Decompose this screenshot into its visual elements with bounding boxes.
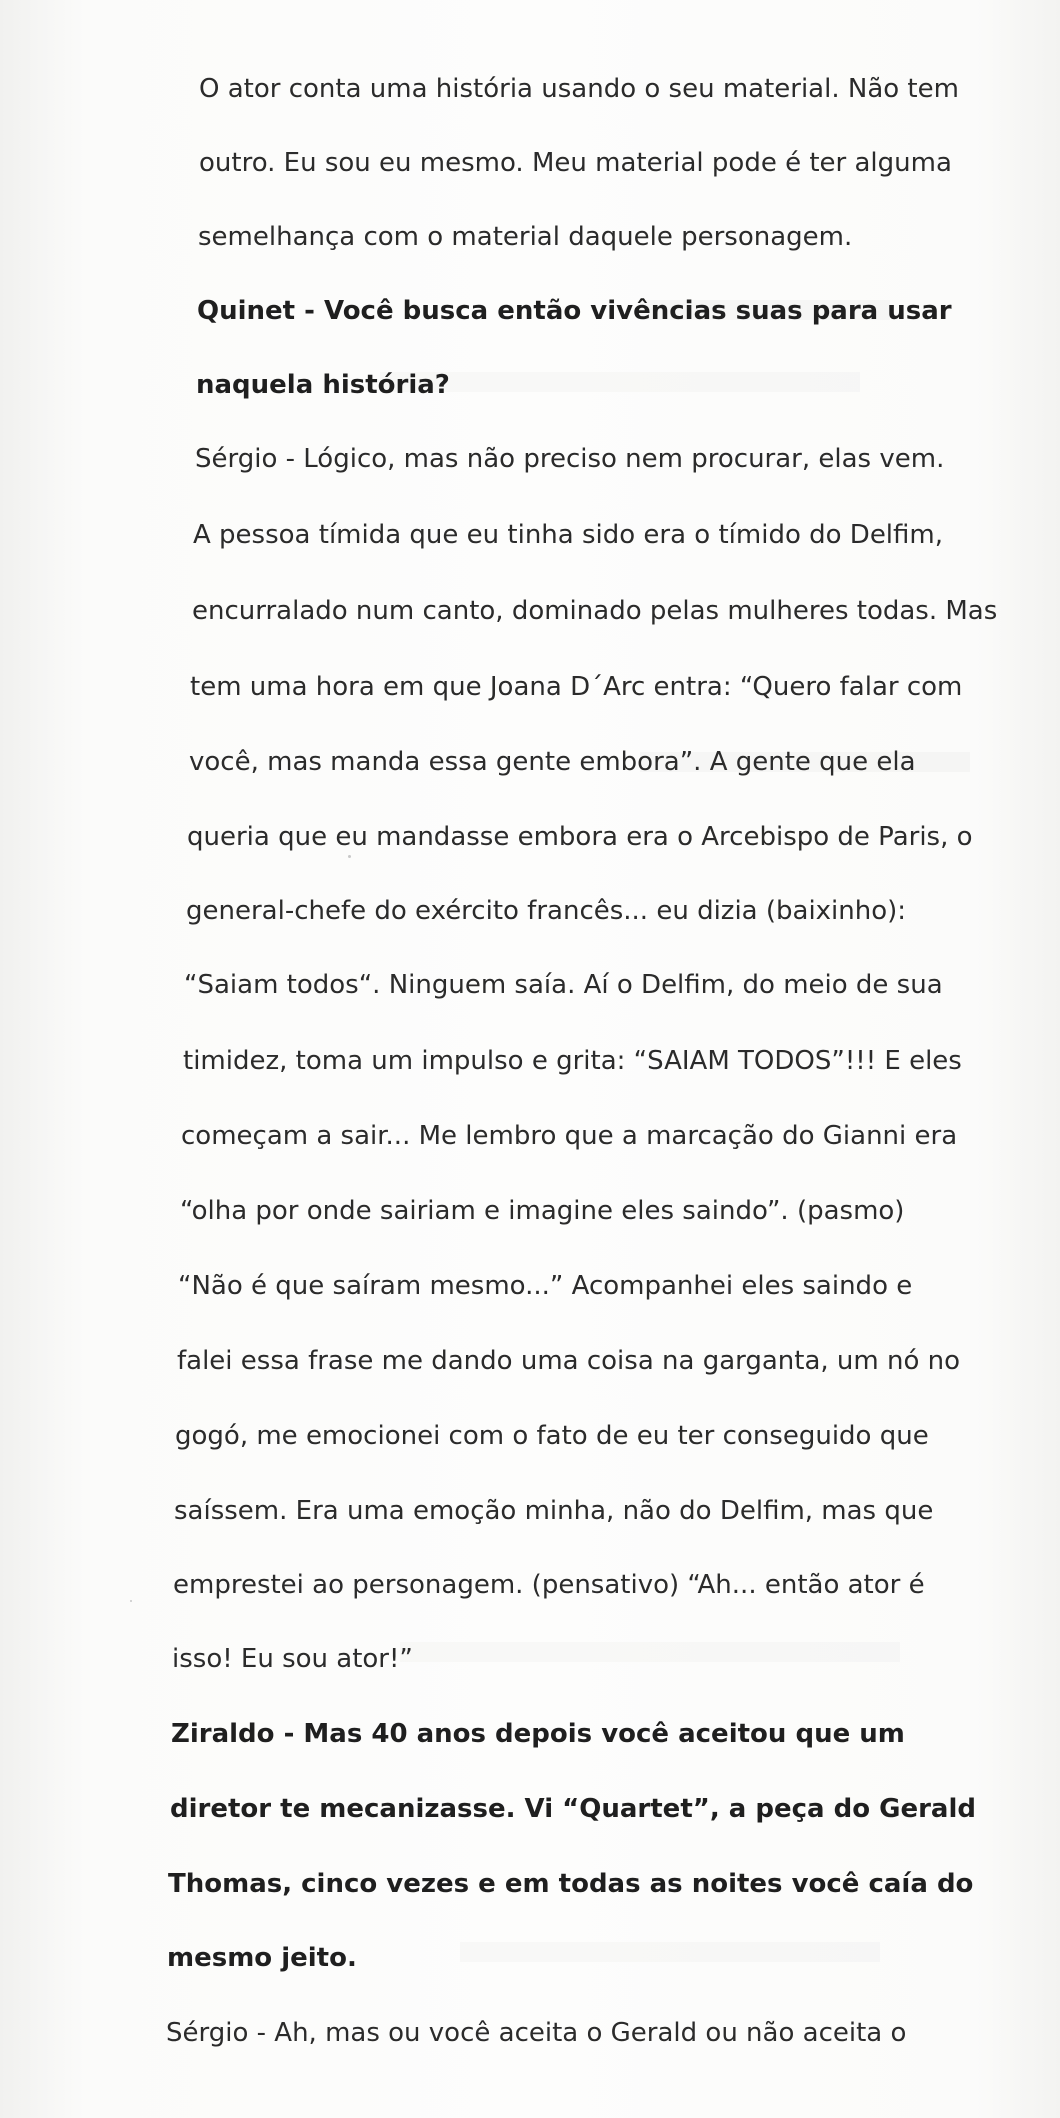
text-line: A pessoa tímida que eu tinha sido era o tímido do Delfim, [193, 520, 944, 550]
text-line: O ator conta uma história usando o seu material. Não tem [199, 74, 959, 104]
text-line: Sérgio - Lógico, mas não preciso nem procurar, elas vem. [195, 444, 945, 474]
text-line: semelhança com o material daquele personagem. [198, 222, 853, 252]
speaker-question-line: naquela história? [196, 370, 450, 400]
text-line: você, mas manda essa gente embora”. A gente que ela [189, 747, 916, 777]
text-line: Sérgio - Ah, mas ou você aceita o Gerald ou não aceita o [166, 2018, 907, 2048]
bleed-through-mark [380, 372, 860, 392]
speaker-question-line: Ziraldo - Mas 40 anos depois você aceitou que um [171, 1719, 905, 1749]
bleed-through-mark [460, 1942, 880, 1962]
text-line: emprestei ao personagem. (pensativo) “Ah... então ator é [173, 1570, 925, 1600]
speaker-question-line: diretor te mecanizasse. Vi “Quartet”, a peça do Gerald [170, 1794, 976, 1824]
text-line: isso! Eu sou ator!” [172, 1644, 413, 1674]
text-line: falei essa frase me dando uma coisa na garganta, um nó no [177, 1346, 961, 1376]
text-line: encurralado num canto, dominado pelas mulheres todas. Mas [192, 596, 998, 626]
speck [348, 855, 351, 858]
speaker-question-line: Quinet - Você busca então vivências suas para usar [197, 296, 952, 326]
text-line: saíssem. Era uma emoção minha, não do Delfim, mas que [174, 1496, 934, 1526]
speaker-question-line: mesmo jeito. [167, 1943, 357, 1973]
text-line: general-chefe do exército francês... eu dizia (baixinho): [186, 896, 907, 926]
bleed-through-mark [400, 1642, 900, 1662]
text-line: queria que eu mandasse embora era o Arcebispo de Paris, o [187, 822, 973, 852]
text-line: “olha por onde sairiam e imagine eles saindo”. (pasmo) [180, 1196, 905, 1226]
text-line: gogó, me emocionei com o fato de eu ter conseguido que [175, 1421, 929, 1451]
text-line: tem uma hora em que Joana D´Arc entra: “Quero falar com [190, 672, 963, 702]
speaker-question-line: Thomas, cinco vezes e em todas as noites você caía do [168, 1869, 974, 1899]
text-line: “Saiam todos“. Ninguem saía. Aí o Delfim, do meio de sua [184, 970, 943, 1000]
text-line: “Não é que saíram mesmo...” Acompanhei eles saindo e [178, 1271, 913, 1301]
text-line: timidez, toma um impulso e grita: “SAIAM TODOS”!!! E eles [183, 1046, 962, 1076]
text-line: começam a sair... Me lembro que a marcação do Gianni era [181, 1121, 958, 1151]
speck [130, 1600, 132, 1602]
text-line: outro. Eu sou eu mesmo. Meu material pode é ter alguma [199, 148, 952, 178]
